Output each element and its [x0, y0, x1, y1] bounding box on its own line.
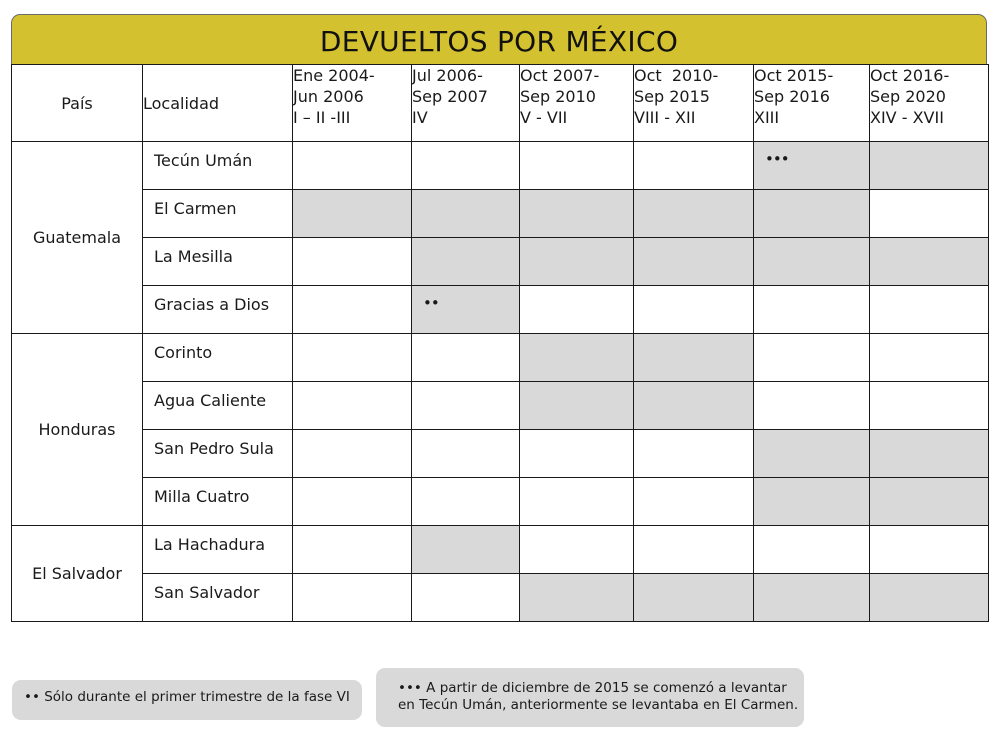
period-cell [293, 478, 412, 526]
period-cell [754, 334, 870, 382]
period-cell [634, 286, 754, 334]
footnote-line: ••• A partir de diciembre de 2015 se comenzó a levantar [398, 680, 787, 696]
table-row [12, 574, 989, 622]
period-cell-active [412, 286, 520, 334]
period-dates-end: Sep 2020 [870, 87, 946, 106]
header-period-1 [293, 65, 412, 142]
period-cell [293, 142, 412, 190]
country-cell: El Salvador [12, 526, 143, 622]
header-pais: País [12, 65, 143, 142]
period-cell [293, 526, 412, 574]
period-dates-start: Oct 2010- [634, 66, 719, 85]
period-cell [520, 430, 634, 478]
footnote-line: en Tecún Umán, anteriormente se levantaba en El Carmen. [398, 697, 799, 713]
country-cell: Guatemala [12, 142, 143, 334]
footnote-marker: •• [423, 294, 439, 312]
period-cell-active [754, 190, 870, 238]
period-cell [870, 382, 989, 430]
period-cell [520, 142, 634, 190]
period-phases: VIII - XII [634, 108, 696, 127]
period-dates-end: Sep 2010 [520, 87, 596, 106]
period-phases: XIV - XVII [870, 108, 944, 127]
period-cell [520, 286, 634, 334]
period-cell-active [412, 526, 520, 574]
header-period-5 [754, 65, 870, 142]
period-cell-active [634, 574, 754, 622]
header-row [12, 65, 989, 142]
period-cell-active [520, 574, 634, 622]
table-title: DEVUELTOS POR MÉXICO [11, 14, 987, 64]
period-cell [870, 526, 989, 574]
period-cell [293, 430, 412, 478]
period-cell-active [634, 382, 754, 430]
table-row [12, 238, 989, 286]
table-row [12, 526, 989, 574]
period-cell [412, 334, 520, 382]
table-row [12, 142, 989, 190]
period-cell-active [634, 190, 754, 238]
period-dates-end: Sep 2016 [754, 87, 830, 106]
period-cell [293, 382, 412, 430]
period-cell [293, 286, 412, 334]
footnote-triple-dot [376, 668, 804, 727]
period-cell-active [520, 334, 634, 382]
period-cell-active [754, 430, 870, 478]
locality-cell: San Pedro Sula [143, 430, 293, 478]
period-cell-active [870, 142, 989, 190]
period-dates-end: Jun 2006 [293, 87, 364, 106]
period-phases: V - VII [520, 108, 568, 127]
period-cell [412, 478, 520, 526]
locality-cell: Milla Cuatro [143, 478, 293, 526]
period-cell-active [870, 430, 989, 478]
footnote-double-dot: •• Sólo durante el primer trimestre de la fase VI [12, 680, 362, 720]
table-row [12, 478, 989, 526]
returns-table [11, 64, 989, 622]
period-cell [754, 526, 870, 574]
period-cell-active [754, 478, 870, 526]
period-cell [293, 574, 412, 622]
period-dates-start: Oct 2016- [870, 66, 950, 85]
period-cell-active [634, 238, 754, 286]
locality-cell: Corinto [143, 334, 293, 382]
period-cell [520, 526, 634, 574]
period-cell [293, 334, 412, 382]
period-cell [634, 478, 754, 526]
header-localidad: Localidad [143, 65, 293, 142]
period-cell [870, 286, 989, 334]
table-row [12, 190, 989, 238]
period-phases: I – II -III [293, 108, 351, 127]
period-cell [412, 382, 520, 430]
table-row [12, 430, 989, 478]
period-cell-active [520, 238, 634, 286]
period-cell-active [870, 478, 989, 526]
header-period-3 [520, 65, 634, 142]
table-body [12, 142, 989, 622]
period-cell [634, 142, 754, 190]
period-cell [293, 238, 412, 286]
period-cell-active [754, 142, 870, 190]
period-cell [870, 190, 989, 238]
period-dates-start: Oct 2007- [520, 66, 600, 85]
period-dates-end: Sep 2007 [412, 87, 488, 106]
table-row [12, 382, 989, 430]
period-cell [412, 142, 520, 190]
period-dates-start: Oct 2015- [754, 66, 834, 85]
header-period-4 [634, 65, 754, 142]
locality-cell: La Hachadura [143, 526, 293, 574]
period-dates-start: Jul 2006- [412, 66, 483, 85]
period-cell-active [520, 190, 634, 238]
locality-cell: San Salvador [143, 574, 293, 622]
locality-cell: Gracias a Dios [143, 286, 293, 334]
period-phases: IV [412, 108, 428, 127]
period-phases: XIII [754, 108, 780, 127]
period-cell-active [870, 574, 989, 622]
country-cell: Honduras [12, 334, 143, 526]
period-cell-active [520, 382, 634, 430]
table-row [12, 334, 989, 382]
period-cell-active [412, 238, 520, 286]
header-period-2 [412, 65, 520, 142]
period-dates-end: Sep 2015 [634, 87, 710, 106]
period-cell-active [754, 574, 870, 622]
locality-cell: La Mesilla [143, 238, 293, 286]
locality-cell: El Carmen [143, 190, 293, 238]
period-cell [754, 286, 870, 334]
header-period-6 [870, 65, 989, 142]
period-cell [634, 430, 754, 478]
period-dates-start: Ene 2004- [293, 66, 375, 85]
period-cell-active [293, 190, 412, 238]
locality-cell: Agua Caliente [143, 382, 293, 430]
period-cell [870, 334, 989, 382]
period-cell [520, 478, 634, 526]
table-row [12, 286, 989, 334]
period-cell [412, 430, 520, 478]
period-cell-active [754, 238, 870, 286]
period-cell [412, 574, 520, 622]
period-cell-active [634, 334, 754, 382]
locality-cell: Tecún Umán [143, 142, 293, 190]
period-cell [754, 382, 870, 430]
period-cell [634, 526, 754, 574]
footnote-marker: ••• [765, 150, 789, 168]
period-cell-active [412, 190, 520, 238]
period-cell-active [870, 238, 989, 286]
